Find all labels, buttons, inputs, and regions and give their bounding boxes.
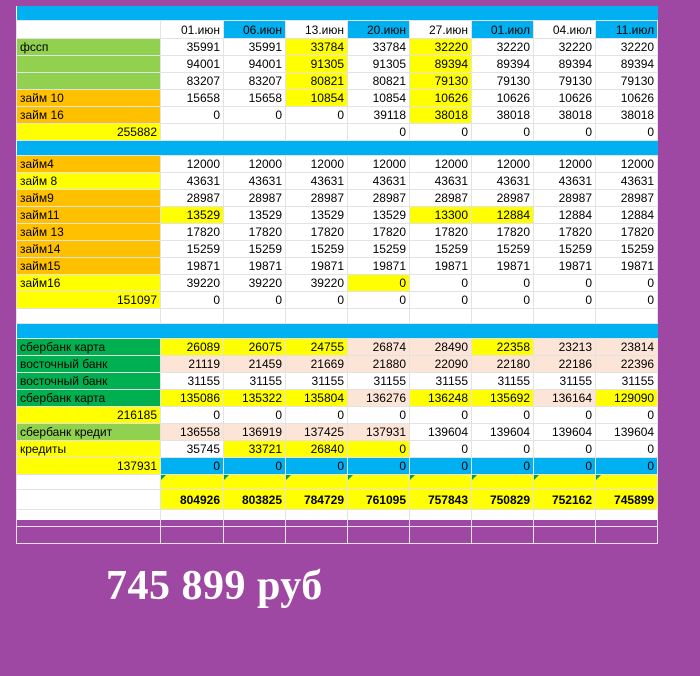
value-cell[interactable]: 13529 [224,207,286,224]
value-cell[interactable]: 0 [286,292,348,309]
value-cell[interactable]: 0 [161,407,224,424]
value-cell[interactable]: 0 [472,292,534,309]
subtotal-row [17,124,658,141]
value-cell[interactable]: 0 [348,292,410,309]
value-cell[interactable]: 43631 [534,173,596,190]
value-cell[interactable]: 89394 [596,56,658,73]
empty-cell[interactable] [224,510,286,527]
separator-bar [17,324,658,339]
value-cell[interactable]: 15259 [224,241,286,258]
empty-cell[interactable] [224,527,286,544]
empty-row [17,475,658,490]
value-cell[interactable]: 15259 [410,241,472,258]
value-cell[interactable]: 28987 [534,190,596,207]
subtotal-row [17,458,658,475]
value-cell[interactable]: 38018 [534,107,596,124]
value-cell[interactable]: 26840 [286,441,348,458]
separator-bar [17,6,658,21]
debt-row [17,56,658,73]
value-cell[interactable]: 10626 [596,90,658,107]
value-cell[interactable]: 31155 [348,373,410,390]
value-cell[interactable]: 136164 [534,390,596,407]
value-cell[interactable]: 10854 [348,90,410,107]
empty-cell[interactable] [410,510,472,527]
value-cell[interactable]: 137425 [286,424,348,441]
debt-row [17,39,658,56]
value-cell[interactable]: 19871 [534,258,596,275]
value-cell[interactable]: 15259 [534,241,596,258]
value-cell[interactable]: 39220 [224,275,286,292]
credit-row [17,441,658,458]
value-cell[interactable]: 32220 [410,39,472,56]
row-label-cell[interactable]: займ 8 [17,173,161,190]
value-cell[interactable]: 0 [534,407,596,424]
date-header-cell[interactable]: 06.июн [224,21,286,39]
value-cell[interactable]: 0 [534,292,596,309]
value-cell[interactable]: 21669 [286,356,348,373]
value-cell[interactable]: 31155 [596,373,658,390]
row-label-cell[interactable]: восточный банк [17,356,161,373]
value-cell[interactable]: 10626 [410,90,472,107]
value-cell[interactable]: 33784 [286,39,348,56]
value-cell[interactable]: 23814 [596,339,658,356]
empty-cell[interactable] [17,510,161,527]
row-label-cell[interactable] [17,73,161,90]
value-cell[interactable]: 0 [596,458,658,475]
value-cell[interactable]: 43631 [286,173,348,190]
value-cell[interactable]: 80821 [286,73,348,90]
value-cell[interactable]: 19871 [348,258,410,275]
row-label-cell[interactable]: займ 10 [17,90,161,107]
empty-cell[interactable] [161,510,224,527]
value-cell[interactable]: 0 [534,458,596,475]
value-cell[interactable]: 17820 [286,224,348,241]
value-cell[interactable]: 12000 [534,156,596,173]
value-cell[interactable]: 0 [410,275,472,292]
value-cell[interactable]: 39118 [348,107,410,124]
value-cell[interactable]: 28987 [596,190,658,207]
value-cell[interactable]: 22358 [472,339,534,356]
value-cell[interactable]: 0 [534,124,596,141]
value-cell[interactable]: 136919 [224,424,286,441]
debt-table [16,6,658,544]
value-cell[interactable] [286,124,348,141]
value-cell[interactable]: 0 [224,458,286,475]
value-cell[interactable]: 12884 [596,207,658,224]
value-cell[interactable] [224,124,286,141]
total-value-cell[interactable]: 752162 [534,490,596,510]
value-cell[interactable]: 139604 [472,424,534,441]
value-cell[interactable]: 0 [348,441,410,458]
value-cell[interactable]: 10626 [472,90,534,107]
value-cell[interactable]: 89394 [410,56,472,73]
value-cell[interactable]: 19871 [410,258,472,275]
value-cell[interactable]: 26089 [161,339,224,356]
value-cell[interactable]: 80821 [348,73,410,90]
value-cell[interactable]: 94001 [161,56,224,73]
value-cell[interactable]: 26874 [348,339,410,356]
value-cell[interactable]: 89394 [534,56,596,73]
empty-cell[interactable] [348,475,410,490]
value-cell[interactable]: 15259 [286,241,348,258]
value-cell[interactable]: 10626 [534,90,596,107]
value-cell[interactable]: 33721 [224,441,286,458]
value-cell[interactable]: 136248 [410,390,472,407]
empty-cell[interactable] [410,309,472,324]
value-cell[interactable]: 0 [348,124,410,141]
debt-row [17,107,658,124]
empty-cell[interactable] [348,309,410,324]
subtotal-cell[interactable]: 137931 [17,458,161,475]
grand-total-row [17,490,658,510]
empty-cell[interactable] [596,510,658,527]
value-cell[interactable]: 10854 [286,90,348,107]
loan-row [17,258,658,275]
empty-cell[interactable] [472,527,534,544]
value-cell[interactable]: 28987 [472,190,534,207]
loan-row [17,241,658,258]
value-cell[interactable]: 0 [596,407,658,424]
empty-cell[interactable] [161,475,224,490]
total-value-cell[interactable]: 757843 [410,490,472,510]
empty-cell[interactable] [596,527,658,544]
value-cell[interactable]: 31155 [161,373,224,390]
value-cell[interactable]: 129090 [596,390,658,407]
value-cell[interactable]: 19871 [286,258,348,275]
value-cell[interactable]: 17820 [410,224,472,241]
subtotal-row [17,407,658,424]
subtotal-row [17,292,658,309]
empty-row [17,510,658,527]
value-cell[interactable]: 0 [286,107,348,124]
value-cell[interactable]: 43631 [161,173,224,190]
spreadsheet [16,6,657,520]
value-cell[interactable]: 28987 [286,190,348,207]
total-value-cell[interactable]: 804926 [161,490,224,510]
value-cell[interactable]: 38018 [596,107,658,124]
value-cell[interactable]: 35991 [224,39,286,56]
value-cell[interactable]: 135322 [224,390,286,407]
value-cell[interactable]: 17820 [348,224,410,241]
debt-row [17,90,658,107]
value-cell[interactable]: 19871 [472,258,534,275]
value-cell[interactable]: 19871 [161,258,224,275]
empty-cell[interactable] [534,309,596,324]
value-cell[interactable]: 15658 [161,90,224,107]
total-label-cell[interactable] [17,490,161,510]
empty-cell[interactable] [348,510,410,527]
row-label-cell[interactable]: кредиты [17,441,161,458]
value-cell[interactable]: 0 [410,407,472,424]
date-header-cell[interactable]: 04.июл [534,21,596,39]
loan-row [17,173,658,190]
credit-row [17,424,658,441]
value-cell[interactable]: 0 [596,275,658,292]
value-cell[interactable]: 0 [472,441,534,458]
row-label-cell[interactable]: восточный банк [17,373,161,390]
value-cell[interactable]: 15259 [472,241,534,258]
value-cell[interactable]: 0 [286,407,348,424]
empty-cell[interactable] [472,510,534,527]
value-cell[interactable] [161,124,224,141]
empty-cell[interactable] [286,309,348,324]
value-cell[interactable]: 28490 [410,339,472,356]
total-value-cell[interactable]: 745899 [596,490,658,510]
value-cell[interactable]: 12884 [534,207,596,224]
value-cell[interactable]: 15259 [161,241,224,258]
value-cell[interactable]: 136276 [348,390,410,407]
value-cell[interactable]: 43631 [472,173,534,190]
value-cell[interactable]: 17820 [224,224,286,241]
row-label-cell[interactable]: займ16 [17,275,161,292]
value-cell[interactable]: 39220 [161,275,224,292]
empty-cell[interactable] [286,510,348,527]
bank-row [17,356,658,373]
empty-cell[interactable] [286,475,348,490]
value-cell[interactable]: 139604 [534,424,596,441]
empty-cell[interactable] [534,475,596,490]
subtotal-cell[interactable]: 151097 [17,292,161,309]
value-cell[interactable]: 89394 [472,56,534,73]
row-label-cell[interactable]: займ 13 [17,224,161,241]
loan-row [17,190,658,207]
date-header-cell[interactable]: 20.июн [348,21,410,39]
empty-cell[interactable] [596,309,658,324]
value-cell[interactable]: 139604 [410,424,472,441]
value-cell[interactable]: 43631 [410,173,472,190]
value-cell[interactable]: 32220 [534,39,596,56]
value-cell[interactable]: 33784 [348,39,410,56]
value-cell[interactable]: 0 [472,275,534,292]
value-cell[interactable]: 17820 [472,224,534,241]
value-cell[interactable]: 0 [348,458,410,475]
value-cell[interactable]: 91305 [286,56,348,73]
value-cell[interactable]: 12000 [224,156,286,173]
value-cell[interactable]: 79130 [596,73,658,90]
value-cell[interactable]: 12000 [410,156,472,173]
debt-row [17,73,658,90]
date-header-cell[interactable]: 01.июл [472,21,534,39]
total-value-cell[interactable]: 803825 [224,490,286,510]
row-label-cell[interactable] [17,56,161,73]
value-cell[interactable]: 0 [534,441,596,458]
value-cell[interactable]: 94001 [224,56,286,73]
value-cell[interactable]: 0 [596,441,658,458]
empty-cell[interactable] [410,475,472,490]
value-cell[interactable]: 22090 [410,356,472,373]
value-cell[interactable]: 32220 [472,39,534,56]
empty-cell[interactable] [224,309,286,324]
empty-cell[interactable] [348,527,410,544]
value-cell[interactable]: 0 [161,107,224,124]
bank-row [17,373,658,390]
value-cell[interactable]: 43631 [596,173,658,190]
value-cell[interactable]: 135692 [472,390,534,407]
separator-row [17,141,658,156]
row-label-cell[interactable]: займ 16 [17,107,161,124]
value-cell[interactable]: 32220 [596,39,658,56]
value-cell[interactable]: 79130 [534,73,596,90]
value-cell[interactable]: 136558 [161,424,224,441]
value-cell[interactable]: 0 [596,124,658,141]
row-label-cell[interactable]: займ15 [17,258,161,275]
date-header-cell[interactable]: 13.июн [286,21,348,39]
value-cell[interactable]: 91305 [348,56,410,73]
empty-cell[interactable] [534,527,596,544]
row-label-cell[interactable]: сбербанк карта [17,390,161,407]
value-cell[interactable]: 137931 [348,424,410,441]
date-header-cell[interactable]: 11.июл [596,21,658,39]
empty-cell[interactable] [472,475,534,490]
value-cell[interactable]: 0 [534,275,596,292]
bank-row [17,339,658,356]
row-label-cell[interactable]: займ9 [17,190,161,207]
value-cell[interactable]: 38018 [472,107,534,124]
row-label-cell[interactable]: сбербанк кредит [17,424,161,441]
empty-cell[interactable] [596,475,658,490]
value-cell[interactable]: 0 [224,407,286,424]
value-cell[interactable]: 23213 [534,339,596,356]
value-cell[interactable]: 39220 [286,275,348,292]
value-cell[interactable]: 12000 [472,156,534,173]
value-cell[interactable]: 0 [224,292,286,309]
value-cell[interactable]: 0 [410,458,472,475]
value-cell[interactable]: 135086 [161,390,224,407]
value-cell[interactable]: 0 [348,275,410,292]
value-cell[interactable]: 17820 [534,224,596,241]
separator-bar [17,141,658,156]
empty-cell[interactable] [17,309,161,324]
value-cell[interactable]: 15259 [348,241,410,258]
value-cell[interactable]: 13300 [410,207,472,224]
value-cell[interactable]: 0 [410,124,472,141]
empty-cell[interactable] [224,475,286,490]
separator-row [17,6,658,21]
value-cell[interactable]: 0 [410,292,472,309]
value-cell[interactable]: 0 [286,458,348,475]
loan-row [17,224,658,241]
empty-cell[interactable] [472,309,534,324]
value-cell[interactable]: 13529 [286,207,348,224]
row-label-cell[interactable]: займ4 [17,156,161,173]
value-cell[interactable]: 28987 [224,190,286,207]
empty-cell[interactable] [17,475,161,490]
value-cell[interactable]: 17820 [596,224,658,241]
value-cell[interactable]: 22180 [472,356,534,373]
empty-row [17,527,658,544]
bank-row [17,390,658,407]
value-cell[interactable]: 12000 [596,156,658,173]
value-cell[interactable]: 31155 [534,373,596,390]
empty-cell[interactable] [534,510,596,527]
value-cell[interactable]: 79130 [472,73,534,90]
value-cell[interactable]: 31155 [224,373,286,390]
total-value-cell[interactable]: 761095 [348,490,410,510]
value-cell[interactable]: 17820 [161,224,224,241]
value-cell[interactable]: 35745 [161,441,224,458]
value-cell[interactable]: 0 [410,441,472,458]
row-label-cell[interactable]: займ11 [17,207,161,224]
empty-cell[interactable] [286,527,348,544]
value-cell[interactable]: 22396 [596,356,658,373]
value-cell[interactable]: 43631 [348,173,410,190]
value-cell[interactable]: 31155 [286,373,348,390]
value-cell[interactable]: 24755 [286,339,348,356]
total-value-cell[interactable]: 750829 [472,490,534,510]
value-cell[interactable]: 15658 [224,90,286,107]
empty-cell[interactable] [410,527,472,544]
value-cell[interactable]: 19871 [224,258,286,275]
value-cell[interactable]: 83207 [224,73,286,90]
value-cell[interactable]: 83207 [161,73,224,90]
value-cell[interactable]: 31155 [410,373,472,390]
value-cell[interactable]: 0 [161,458,224,475]
value-cell[interactable]: 13529 [348,207,410,224]
value-cell[interactable]: 12000 [286,156,348,173]
value-cell[interactable]: 0 [348,407,410,424]
big-total-amount: 745 899 руб [106,563,323,609]
empty-cell[interactable] [161,309,224,324]
value-cell[interactable]: 26075 [224,339,286,356]
value-cell[interactable]: 0 [472,407,534,424]
value-cell[interactable]: 12000 [348,156,410,173]
value-cell[interactable]: 0 [161,292,224,309]
value-cell[interactable]: 13529 [161,207,224,224]
value-cell[interactable]: 21880 [348,356,410,373]
value-cell[interactable]: 28987 [410,190,472,207]
total-value-cell[interactable]: 784729 [286,490,348,510]
value-cell[interactable]: 28987 [161,190,224,207]
empty-row [17,309,658,324]
value-cell[interactable]: 22186 [534,356,596,373]
row-label-cell[interactable]: займ14 [17,241,161,258]
value-cell[interactable]: 0 [472,458,534,475]
value-cell[interactable]: 21459 [224,356,286,373]
value-cell[interactable]: 12000 [161,156,224,173]
value-cell[interactable]: 31155 [472,373,534,390]
value-cell[interactable]: 0 [596,292,658,309]
loan-row [17,275,658,292]
value-cell[interactable]: 21119 [161,356,224,373]
value-cell[interactable]: 38018 [410,107,472,124]
header-corner-cell[interactable] [17,21,161,39]
date-header-cell[interactable]: 01.июн [161,21,224,39]
value-cell[interactable]: 139604 [596,424,658,441]
value-cell[interactable]: 0 [472,124,534,141]
value-cell[interactable]: 35991 [161,39,224,56]
subtotal-cell[interactable]: 255882 [17,124,161,141]
value-cell[interactable]: 135804 [286,390,348,407]
value-cell[interactable]: 0 [224,107,286,124]
loan-row [17,207,658,224]
value-cell[interactable]: 15259 [596,241,658,258]
value-cell[interactable]: 79130 [410,73,472,90]
date-header-row [17,21,658,39]
value-cell[interactable]: 43631 [224,173,286,190]
empty-cell[interactable] [161,527,224,544]
loan-row [17,156,658,173]
value-cell[interactable]: 28987 [348,190,410,207]
empty-cell[interactable] [17,527,161,544]
row-label-cell[interactable]: фссп [17,39,161,56]
row-label-cell[interactable]: сбербанк карта [17,339,161,356]
value-cell[interactable]: 12884 [472,207,534,224]
date-header-cell[interactable]: 27.июн [410,21,472,39]
subtotal-cell[interactable]: 216185 [17,407,161,424]
value-cell[interactable]: 19871 [596,258,658,275]
separator-row [17,324,658,339]
